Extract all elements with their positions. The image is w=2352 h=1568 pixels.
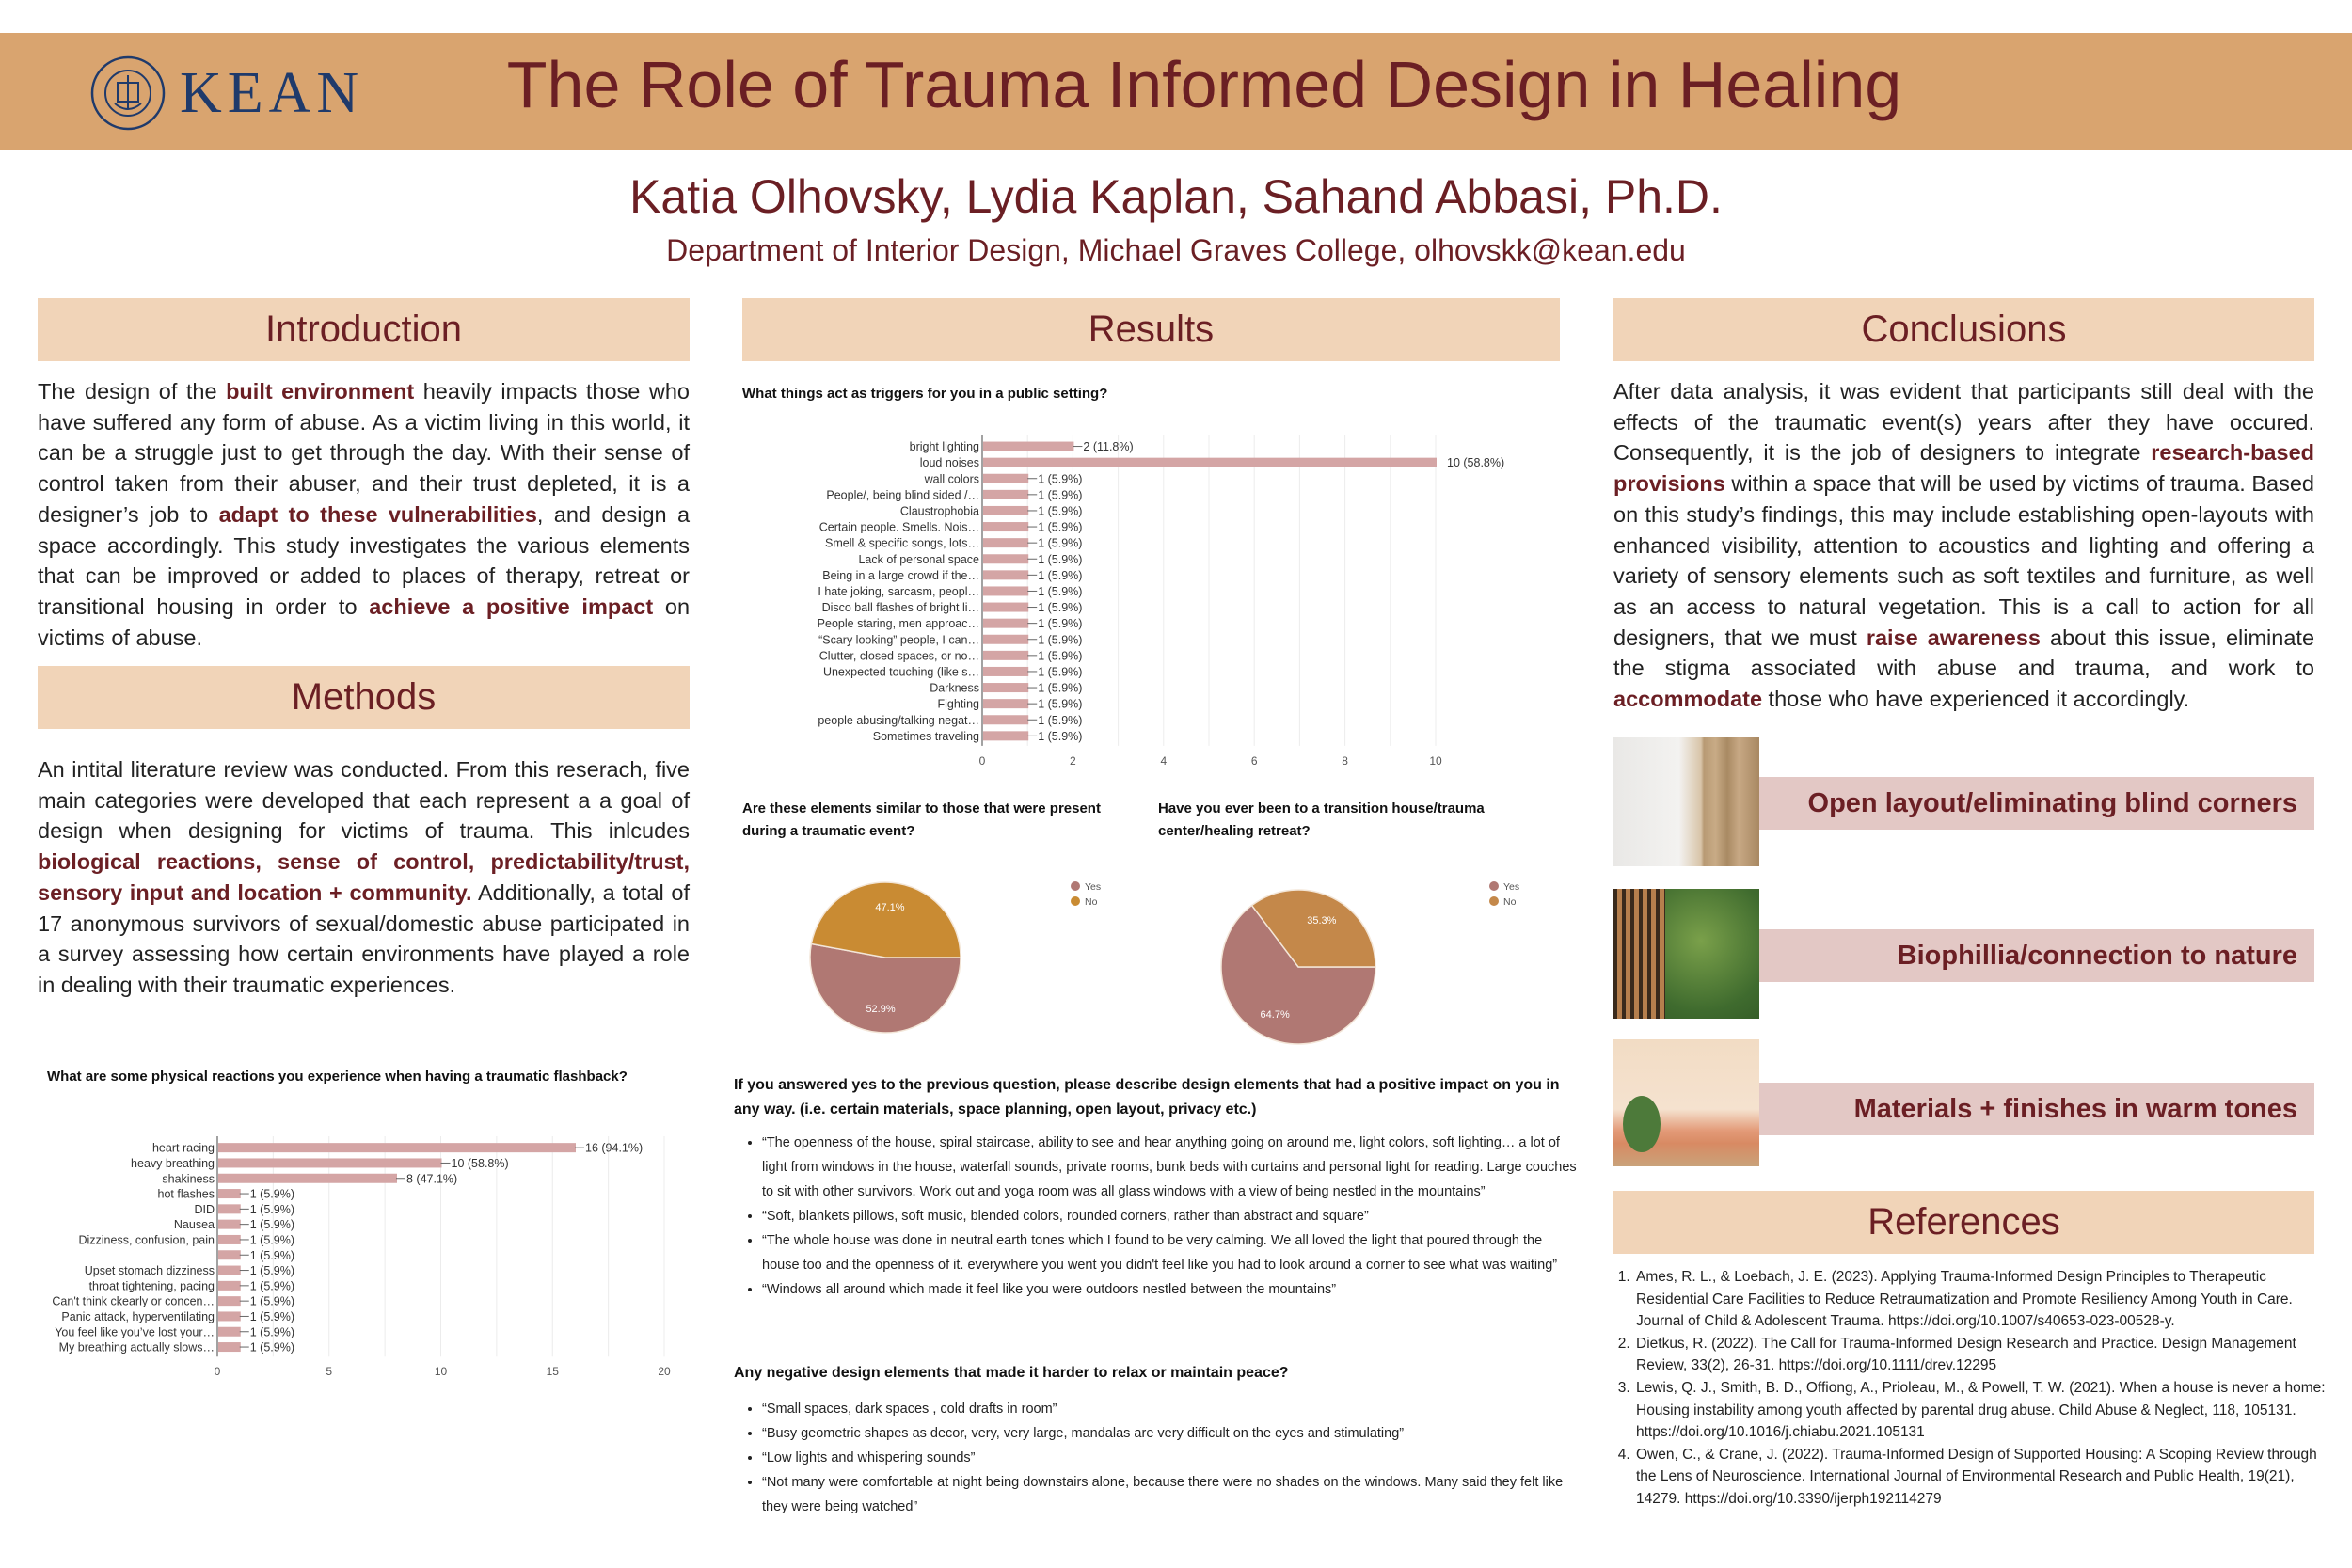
negative-answer-item: • “Not many were comfortable at night being downstairs alone, because there were no shades on the windows. Many said they felt like they were being watched”	[762, 1470, 1581, 1519]
bar	[983, 603, 1028, 612]
category-label: Certain people. Smells. Nois…	[818, 520, 979, 534]
positive-question: If you answered yes to the previous question, please describe design elements that had a positive impact on you in any way. (i.e. certain materials, space planning, open layout, privacy etc.)	[734, 1077, 1560, 1117]
legend-label: No	[1085, 896, 1098, 908]
department-line: Department of Interior Design, Michael Graves College, olhovskk@kean.edu	[666, 233, 1686, 267]
category-label: DID	[194, 1202, 215, 1216]
legend-label: Yes	[1085, 881, 1102, 893]
bar	[983, 715, 1028, 724]
category-label: Dizziness, confusion, pain	[78, 1233, 215, 1247]
highlight-text: raise awareness	[1866, 625, 2041, 650]
bar	[983, 458, 1437, 467]
value-label: 8 (47.1%)	[406, 1172, 458, 1186]
bar	[983, 554, 1028, 563]
x-tick-label: 2	[1070, 753, 1076, 767]
body-text: After data analysis, it was evident that participants still deal with the effects of the traumatic event(s) years after they have occured. Consequently, it is the job of designers to integrate	[1613, 379, 2314, 466]
legend-swatch	[1489, 881, 1499, 891]
curved-corridor-photo	[1613, 737, 1759, 866]
category-label: throat tightening, pacing	[88, 1279, 215, 1293]
highlight-text: adapt to these vulnerabilities	[218, 501, 537, 527]
bar	[983, 570, 1028, 579]
reference-item: 3. Lewis, Q. J., Smith, B. D., Offiong, A., Prioleau, M., & Powell, T. W. (2021). When a house is never a home: Housing instability among youth affected by parental drug abuse. Child Abuse & Neglect, 118, 105131. https://doi.org/10.1016/j.chiabu.2021.105131	[1634, 1377, 2335, 1444]
value-label: 10 (58.8%)	[451, 1156, 509, 1170]
green-wall-photo	[1613, 889, 1759, 1019]
value-label: 1 (5.9%)	[1038, 472, 1083, 486]
value-label: 1 (5.9%)	[1038, 665, 1083, 679]
value-label: 1 (5.9%)	[1038, 601, 1083, 615]
x-tick-label: 15	[546, 1365, 559, 1379]
legend-label: Yes	[1503, 881, 1520, 893]
reference-item: 2. Dietkus, R. (2022). The Call for Trauma-Informed Design Research and Practice. Design Management Review, 33(2), 26-31. https://doi.org/10.1111/drev.12295	[1634, 1333, 2335, 1377]
bar	[983, 442, 1073, 451]
flashback-bar-chart	[28, 1119, 687, 1392]
similar-pie-title: Are these elements similar to those that were present during a traumatic event?	[742, 800, 1101, 839]
bar	[218, 1143, 576, 1152]
value-label: 1 (5.9%)	[1038, 617, 1083, 631]
positive-answers-list	[734, 1131, 1581, 1302]
x-tick-label: 0	[978, 753, 986, 767]
references-list	[1613, 1266, 2335, 1511]
category-label: People staring, men approac…	[817, 617, 979, 631]
kean-logo	[89, 55, 372, 132]
category-label: Lack of personal space	[858, 552, 979, 566]
logo-wordmark: KEAN	[180, 60, 365, 125]
slice-percent-label: 64.7%	[1260, 1008, 1290, 1021]
x-tick-label: 10	[1429, 753, 1442, 767]
conclusions-text	[1613, 376, 2314, 715]
x-tick-label: 5	[326, 1365, 333, 1379]
body-text: on victims of abuse.	[38, 594, 691, 650]
bar	[983, 586, 1028, 595]
methods-text	[38, 754, 690, 1001]
highlight-text: biological reactions, sense of control, predictability/trust, sensory input and location + community.	[38, 849, 690, 905]
value-label: 1 (5.9%)	[1038, 649, 1083, 663]
category-label: Unexpected touching (like s…	[822, 665, 979, 679]
results-heading: Results	[742, 298, 1560, 361]
legend-swatch	[1071, 881, 1080, 891]
bar	[218, 1158, 442, 1167]
category-label: Smell & specific songs, lots…	[825, 536, 979, 550]
bar	[218, 1342, 241, 1352]
bar	[218, 1266, 241, 1275]
bar	[983, 474, 1028, 483]
authors: Katia Olhovsky, Lydia Kaplan, Sahand Abbasi, Ph.D.	[629, 170, 1723, 223]
category-label: You feel like you’ve lost your…	[55, 1325, 215, 1339]
bar	[218, 1311, 241, 1321]
value-label: 1 (5.9%)	[249, 1218, 294, 1232]
value-label: 10 (58.8%)	[1447, 456, 1505, 470]
category-label: shakiness	[162, 1172, 215, 1186]
positive-answer-item: • “The whole house was done in neutral earth tones which I found to be very calming. We all loved the light that poured through the house too and the openness of it. everywhere you went you didn't feel like you had to look around a corner to see what was waiting”	[762, 1228, 1581, 1277]
bar	[983, 522, 1028, 531]
bar	[218, 1204, 241, 1213]
category-label: “Scary looking” people, I can…	[818, 633, 979, 647]
category-label: Clutter, closed spaces, or no…	[818, 649, 979, 663]
negative-answer-item: • “Busy geometric shapes as decor, very, very large, mandalas are very difficult on the eyes and stimulating”	[762, 1421, 1581, 1446]
bar	[983, 635, 1028, 644]
x-tick-label: 10	[434, 1365, 448, 1379]
category-label: Upset stomach dizziness	[84, 1264, 215, 1278]
bar	[218, 1296, 241, 1306]
value-label: 1 (5.9%)	[249, 1279, 294, 1293]
feature-label-biophilia: Biophillia/connection to nature	[1759, 929, 2314, 982]
introduction-text	[38, 376, 690, 653]
bar	[218, 1174, 397, 1183]
poster-title: The Role of Trauma Informed Design in Healing	[506, 48, 1902, 121]
value-label: 1 (5.9%)	[249, 1340, 294, 1354]
category-label: Darkness	[930, 681, 979, 695]
body-text: Additionally, a total of 17 anonymous survivors of sexual/domestic abuse participated in a survey assessing how certain environments have played a role in dealing with their traumatic experiences.	[38, 879, 690, 997]
value-label: 1 (5.9%)	[249, 1309, 294, 1323]
value-label: 1 (5.9%)	[1038, 520, 1083, 534]
bar	[983, 683, 1028, 692]
bar	[983, 490, 1028, 499]
introduction-heading: Introduction	[38, 298, 690, 361]
x-tick-label: 4	[1160, 753, 1168, 767]
bar	[983, 731, 1028, 740]
kean-seal-icon	[89, 55, 167, 132]
value-label: 1 (5.9%)	[1038, 697, 1083, 711]
category-label: Sometimes traveling	[872, 729, 979, 743]
bar	[218, 1189, 241, 1198]
category-label: bright lighting	[909, 440, 979, 454]
negative-answer-item: • “Low lights and whispering sounds”	[762, 1446, 1581, 1470]
value-label: 1 (5.9%)	[249, 1325, 294, 1339]
highlight-text: accommodate	[1613, 687, 1763, 712]
category-label: hot flashes	[157, 1187, 215, 1201]
legend-label: No	[1503, 896, 1517, 908]
highlight-text: achieve a positive impact	[369, 594, 654, 619]
category-label: Can't think ckearly or concen…	[52, 1294, 215, 1308]
category-label: People/, being blind sided /…	[826, 488, 979, 502]
value-label: 1 (5.9%)	[1038, 584, 1083, 598]
bar	[218, 1220, 241, 1229]
positive-answer-item: • “Windows all around which made it feel like you were outdoors nestled between the mountains”	[762, 1277, 1581, 1302]
references-heading: References	[1613, 1191, 2314, 1254]
positive-answer-item: • “The openness of the house, spiral staircase, ability to see and hear anything going on around me, light colors, soft lighting… a lot of light from windows in the house, waterfall sounds, private rooms, bunk beds with curtains and personal light for reading. Large couches to sit with other survivors. Work out and yoga room was all glass windows with a view of being nestled in the mountains”	[762, 1131, 1581, 1204]
methods-heading: Methods	[38, 666, 690, 729]
category-label: Being in a large crowd if the…	[822, 568, 979, 582]
x-tick-label: 6	[1250, 753, 1258, 767]
value-label: 1 (5.9%)	[1038, 729, 1083, 743]
body-text: , and design a space accordingly. This study investigates the various elements that can be improved or added to places of therapy, retreat or transitional housing in order to	[38, 501, 691, 619]
negative-question: Any negative design elements that made it harder to relax or maintain peace?	[734, 1365, 1289, 1381]
value-label: 1 (5.9%)	[1038, 504, 1083, 518]
flashback-chart-title: What are some physical reactions you experience when having a traumatic flashback?	[47, 1069, 628, 1085]
feature-label-open-layout: Open layout/eliminating blind corners	[1759, 777, 2314, 830]
x-tick-label: 0	[214, 1365, 221, 1379]
highlight-text: research-based provisions	[1613, 440, 2314, 497]
value-label: 1 (5.9%)	[249, 1248, 294, 1262]
category-label: Claustrophobia	[899, 504, 979, 518]
body-text: An intital literature review was conducted. From this reserach, five main categories were developed that each represent a a goal of design when designing for victims of trauma. This inlcudes	[38, 757, 690, 844]
category-label: people abusing/talking negat…	[818, 713, 979, 727]
x-tick-label: 20	[658, 1365, 671, 1379]
bar	[983, 506, 1028, 515]
similar-pie-chart	[734, 847, 1148, 1063]
value-label: 1 (5.9%)	[249, 1264, 294, 1278]
category-label: heavy breathing	[131, 1156, 215, 1170]
category-label: loud noises	[919, 456, 979, 470]
slice-percent-label: 52.9%	[866, 1004, 896, 1016]
value-label: 16 (94.1%)	[585, 1141, 644, 1155]
value-label: 1 (5.9%)	[1038, 713, 1083, 727]
legend-swatch	[1489, 896, 1499, 906]
plant-shape	[1623, 1096, 1661, 1152]
body-text: The design of the	[38, 379, 227, 404]
bar	[218, 1327, 241, 1337]
reference-item: 1. Ames, R. L., & Loebach, J. E. (2023). Applying Trauma-Informed Design Principles to Therapeutic Residential Care Facilities to Reduce Retraumatization and Promote Resiliency Among Youth in Care. Journal of Child & Adolescent Trauma. https://doi.org/10.1007/s40653-023-00528-y.	[1634, 1266, 2335, 1333]
category-label: wall colors	[924, 472, 979, 486]
value-label: 1 (5.9%)	[1038, 568, 1083, 582]
x-tick-label: 8	[1342, 753, 1348, 767]
feature-label-materials: Materials + finishes in warm tones	[1759, 1083, 2314, 1135]
bar	[218, 1281, 241, 1291]
bar	[983, 538, 1028, 547]
value-label: 1 (5.9%)	[1038, 488, 1083, 502]
conclusions-heading: Conclusions	[1613, 298, 2314, 361]
value-label: 1 (5.9%)	[1038, 536, 1083, 550]
category-label: Fighting	[937, 697, 979, 711]
value-label: 1 (5.9%)	[1038, 552, 1083, 566]
body-text: about this issue, eliminate the stigma associated with abuse and trauma, and work to	[1613, 625, 2315, 681]
reference-item: 4. Owen, C., & Crane, J. (2022). Trauma-Informed Design of Supported Housing: A Scoping Review through the Lens of Neuroscience. International Journal of Environmental Research and Public Health, 19(21), 14279. https://doi.org/10.3390/ijerph192114279	[1634, 1444, 2335, 1511]
highlight-text: built environment	[226, 379, 415, 404]
category-label: I hate joking, sarcasm, peopl…	[818, 584, 979, 598]
category-label: My breathing actually slows…	[58, 1340, 215, 1354]
category-label: Nausea	[173, 1218, 215, 1232]
value-label: 1 (5.9%)	[249, 1294, 294, 1308]
category-label: Panic attack, hyperventilating	[61, 1309, 215, 1323]
triggers-chart-title: What things act as triggers for you in a public setting?	[742, 386, 1108, 402]
bar	[983, 667, 1028, 676]
body-text: heavily impacts those who have suffered any form of abuse. As a victim living in this world, it can be a struggle just to get through the day. With their sense of control taken from their abuser, and their trust depleted, it is a designer’s job to	[38, 379, 690, 527]
bar	[983, 699, 1028, 708]
transition-pie-title: Have you ever been to a transition house/trauma center/healing retreat?	[1158, 800, 1485, 839]
body-text: within a space that will be used by victims of trauma. Based on this study’s findings, this may include establishing open-layouts with enhanced visibility, attention to acoustics and lighting and offering a variety of sensory elements such as soft textiles and furniture, as well as an access to natural vegetation. This is a call to action for all designers, that we must	[1613, 471, 2314, 650]
warm-lounge-photo	[1613, 1039, 1759, 1166]
bar	[218, 1235, 241, 1244]
slice-percent-label: 47.1%	[875, 901, 905, 913]
category-label: heart racing	[151, 1141, 215, 1155]
triggers-bar-chart	[742, 428, 1570, 767]
pie-slice-no	[811, 882, 961, 958]
body-text: those who have experienced it accordingly.	[1762, 687, 2190, 712]
bar	[983, 651, 1028, 660]
bar	[218, 1250, 241, 1259]
value-label: 1 (5.9%)	[249, 1233, 294, 1247]
value-label: 1 (5.9%)	[249, 1187, 294, 1201]
slice-percent-label: 35.3%	[1307, 915, 1337, 927]
transition-pie-chart	[1152, 847, 1566, 1063]
bar	[983, 619, 1028, 628]
legend-swatch	[1071, 896, 1080, 906]
category-label: Disco ball flashes of bright li…	[821, 601, 979, 615]
value-label: 1 (5.9%)	[1038, 633, 1083, 647]
value-label: 1 (5.9%)	[249, 1202, 294, 1216]
value-label: 2 (11.8%)	[1083, 440, 1134, 454]
negative-answer-item: • “Small spaces, dark spaces , cold drafts in room”	[762, 1397, 1581, 1421]
positive-answer-item: • “Soft, blankets pillows, soft music, blended colors, rounded corners, rather than abstract and square”	[762, 1204, 1581, 1228]
negative-answers-list	[734, 1397, 1581, 1519]
value-label: 1 (5.9%)	[1038, 681, 1083, 695]
